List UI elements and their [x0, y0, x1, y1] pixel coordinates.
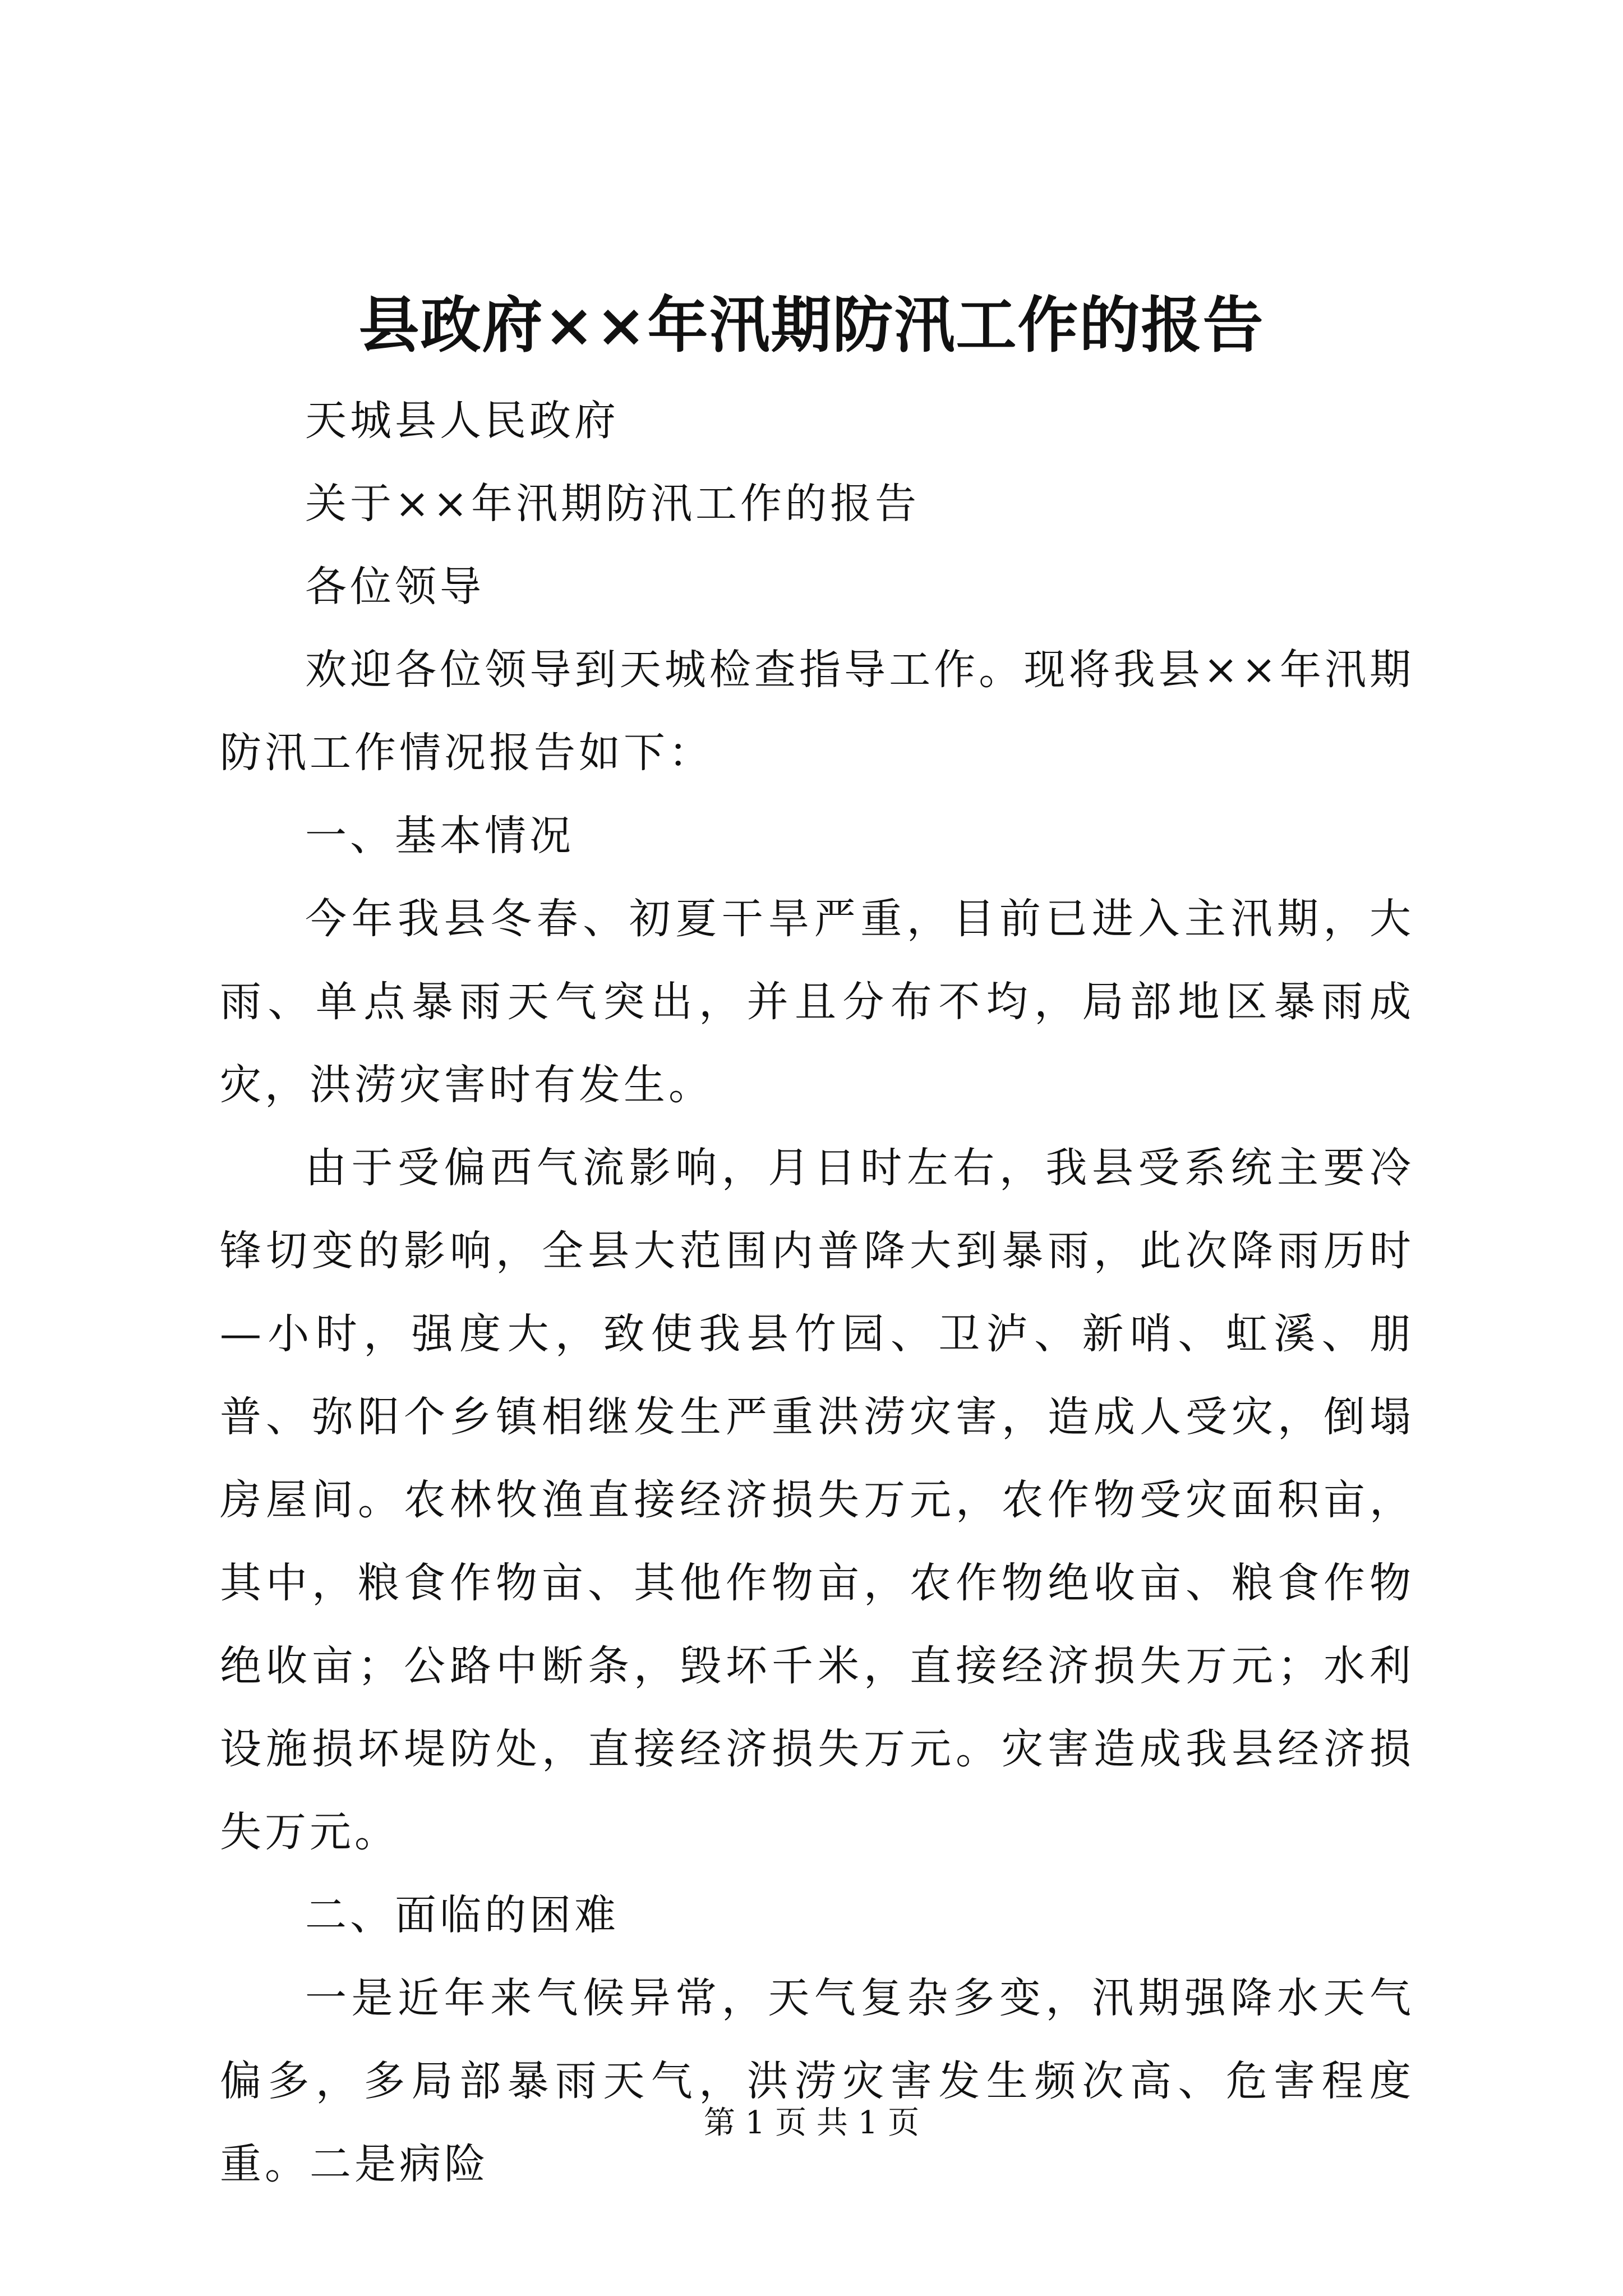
intro-paragraph: 欢迎各位领导到天城检查指导工作。现将我县××年汛期防汛工作情况报告如下： [220, 646, 1414, 777]
subject-line: 关于××年汛期防汛工作的报告 [305, 480, 920, 528]
section-heading-1: 一、基本情况 [305, 812, 574, 860]
body-paragraph: 一是近年来气候异常，天气复杂多变，汛期强降水天气偏多，多局部暴雨天气，洪涝灾害发生频次高、危害程度重。二是病险 [220, 1974, 1414, 2188]
document-title: 县政府××年汛期防汛工作的报告 [358, 290, 1265, 361]
body-paragraph: 由于受偏西气流影响，月日时左右，我县受系统主要冷锋切变的影响，全县大范围内普降大到暴雨，此次降雨历时—小时，强度大，致使我县竹园、卫泸、新哨、虹溪、朋普、弥阳个乡镇相继发生严重洪涝灾害，造成人受灾，倒塌房屋间。农林牧渔直接经济损失万元，农作物受灾面积亩，其中，粮食作物亩、其他作物亩，农作物绝收亩、粮食作物绝收亩；公路中断条，毁坏千米，直接经济损失万元；水利设施损坏堤防处，直接经济损失万元。灾害造成我县经济损失万元。 [220, 1144, 1414, 1856]
document-body [220, 379, 1414, 2206]
page-footer: 第 1 页 共 1 页 [703, 2105, 920, 2141]
issuer-line: 天城县人民政府 [305, 397, 619, 445]
body-paragraph: 今年我县冬春、初夏干旱严重，目前已进入主汛期，大雨、单点暴雨天气突出，并且分布不均，局部地区暴雨成灾，洪涝灾害时有发生。 [220, 895, 1414, 1109]
section-heading-2: 二、面临的困难 [305, 1891, 619, 1939]
salutation: 各位领导 [305, 563, 485, 611]
